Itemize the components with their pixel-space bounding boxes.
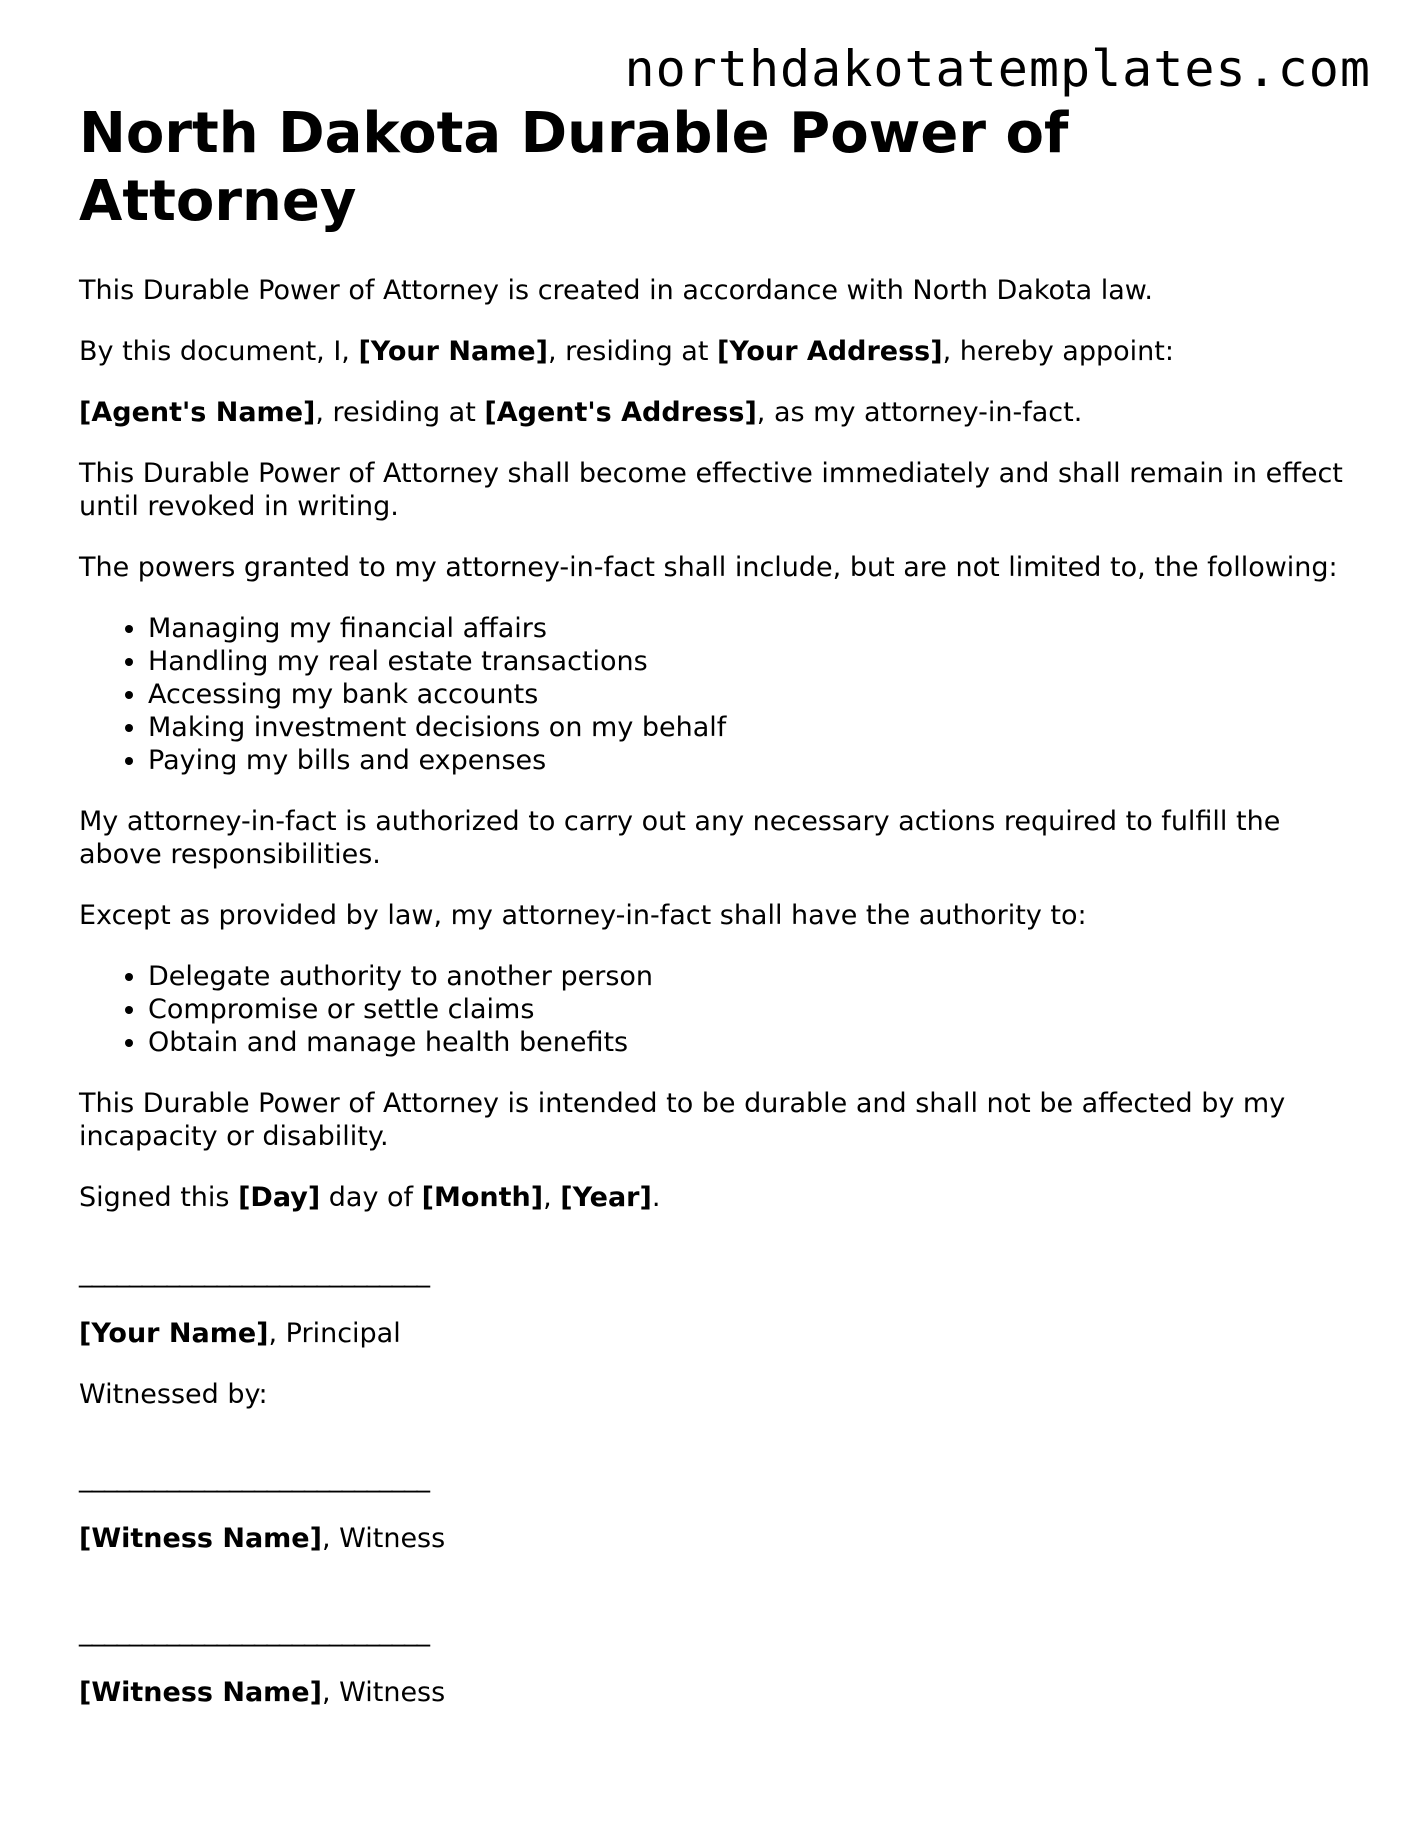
list-item: • Delegate authority to another person [148,960,1349,993]
your-address-placeholder: [Your Address] [717,336,943,367]
witness1-label: [Witness Name], Witness [79,1523,446,1554]
document-title: North Dakota Durable Power of Attorney [79,101,1069,234]
site-watermark: northdakotatemplates.com [624,40,1371,98]
list-item: • Making investment decisions on my behalf [148,711,1349,744]
agent-address-placeholder: [Agent's Address] [484,397,757,428]
principal-signature-line: ____________________________ [79,1257,429,1288]
witness2-signature-line: ____________________________ [79,1616,429,1647]
powers-intro-paragraph: The powers granted to my attorney-in-fact shall include, but are not limited to, the following: [79,552,1338,583]
authority-intro-paragraph: Except as provided by law, my attorney-in-fact shall have the authority to: [79,900,1087,931]
agent-paragraph: [Agent's Name], residing at [Agent's Address], as my attorney-in-fact. [79,397,1083,428]
list-item: • Accessing my bank accounts [148,678,1349,711]
list-item: • Managing my financial affairs [148,612,1349,645]
intro-paragraph: This Durable Power of Attorney is created in accordance with North Dakota law. [79,275,1153,306]
witness1-signature-line: ____________________________ [79,1462,429,1493]
list-item: • Handling my real estate transactions [148,645,1349,678]
document-body [79,100,1349,1737]
list-item: • Paying my bills and expenses [148,744,1349,777]
principal-label: [Your Name], Principal [79,1318,401,1349]
your-name-placeholder: [Your Name] [358,336,548,367]
year-placeholder: [Year] [560,1182,652,1213]
authority-list [79,960,1349,1059]
month-placeholder: [Month] [421,1182,544,1213]
authorized-paragraph: My attorney-in-fact is authorized to carry out any necessary actions required to fulfill the above responsibilities. [79,806,1281,870]
list-item: • Obtain and manage health benefits [148,1026,1349,1059]
agent-name-placeholder: [Agent's Name] [79,397,316,428]
list-item: • Compromise or settle claims [148,993,1349,1026]
signed-date-paragraph: Signed this [Day] day of [Month], [Year]. [79,1182,661,1213]
witnessed-by-label: Witnessed by: [79,1379,268,1410]
witness2-label: [Witness Name], Witness [79,1677,446,1708]
durable-paragraph: This Durable Power of Attorney is intended to be durable and shall not be affected by my incapacity or disability. [79,1088,1286,1152]
appoint-paragraph: By this document, I, [Your Name], residing at [Your Address], hereby appoint: [79,336,1174,367]
effective-paragraph: This Durable Power of Attorney shall become effective immediately and shall remain in effect until revoked in writing. [79,458,1343,522]
day-placeholder: [Day] [238,1182,321,1213]
powers-list [79,612,1349,777]
